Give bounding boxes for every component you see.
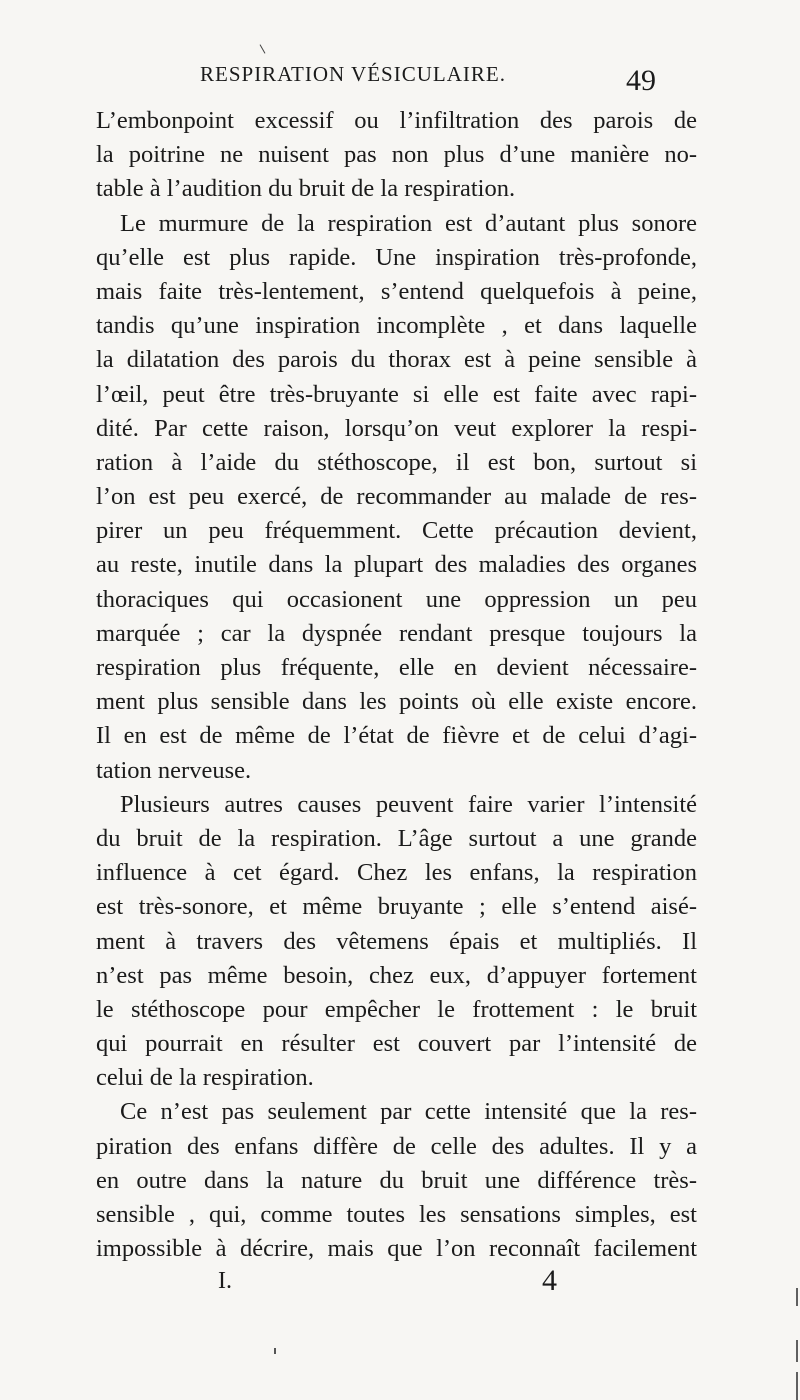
page-edge-mark — [796, 1372, 798, 1400]
text-line: au reste, inutile dans la plupart des maladies des organes — [96, 551, 697, 579]
page-edge-mark — [796, 1340, 798, 1362]
text-line: dité. Par cette raison, lorsqu’on veut explorer la respi- — [96, 414, 697, 442]
body-text — [96, 104, 697, 1266]
text-line: ment plus sensible dans les points où elle existe encore. — [96, 688, 697, 716]
text-line: l’œil, peut être très-bruyante si elle est faite avec rapi- — [96, 380, 697, 408]
text-line: L’embonpoint excessif ou l’infiltration des parois de — [96, 107, 697, 134]
text-line: ration à l’aide du stéthoscope, il est bon, surtout si — [96, 448, 697, 476]
text-line: mais faite très-lentement, s’entend quelquefois à peine, — [96, 277, 697, 305]
text-line: qu’elle est plus rapide. Une inspiration très-profonde, — [96, 243, 697, 271]
text-line: l’on est peu exercé, de recommander au malade de res- — [96, 483, 697, 511]
text-line: impossible à décrire, mais que l’on reconnaît facilement — [96, 1235, 697, 1263]
text-line: le stéthoscope pour empêcher le frottement : le bruit — [96, 995, 697, 1023]
text-line: piration des enfans diffère de celle des adultes. Il y a — [96, 1132, 697, 1160]
text-line: marquée ; car la dyspnée rendant presque toujours la — [96, 619, 697, 647]
page-number: 49 — [626, 64, 656, 97]
text-line: table à l’audition du bruit de la respiration. — [96, 175, 516, 203]
page-edge-mark — [796, 1288, 798, 1306]
text-line: en outre dans la nature du bruit une différence très- — [96, 1166, 697, 1194]
text-line: Ce n’est pas seulement par cette intensité que la res- — [120, 1098, 697, 1126]
text-line: influence à cet égard. Chez les enfans, la respiration — [96, 859, 697, 887]
text-line: la poitrine ne nuisent pas non plus d’une manière no- — [96, 141, 697, 169]
text-line: Le murmure de la respiration est d’autant plus sonore — [120, 209, 697, 237]
running-title: RESPIRATION VÉSICULAIRE. — [200, 62, 506, 86]
text-line: ment à travers des vêtemens épais et multipliés. Il — [96, 927, 697, 955]
text-line: respiration plus fréquente, elle en devient nécessaire- — [96, 654, 697, 681]
text-line: qui pourrait en résulter est couvert par l’intensité de — [96, 1030, 697, 1058]
signature-mark: I. — [218, 1268, 232, 1294]
text-line: tandis qu’une inspiration incomplète , et dans laquelle — [96, 312, 697, 340]
text-line: est très-sonore, et même bruyante ; elle s’entend aisé- — [96, 893, 697, 921]
text-line: sensible , qui, comme toutes les sensations simples, est — [96, 1201, 697, 1228]
text-line: tation nerveuse. — [96, 756, 252, 784]
text-line: Il en est de même de l’état de fièvre et de celui d’agi- — [96, 722, 697, 750]
text-line: pirer un peu fréquemment. Cette précaution devient, — [96, 517, 697, 545]
text-line: du bruit de la respiration. L’âge surtout a une grande — [96, 824, 697, 852]
text-line: Plusieurs autres causes peuvent faire varier l’intensité — [120, 790, 697, 818]
text-line: la dilatation des parois du thorax est à peine sensible à — [96, 346, 697, 374]
text-line: thoraciques qui occasionent une oppression un peu — [96, 585, 697, 613]
text-line: celui de la respiration. — [96, 1064, 314, 1092]
bottom-ink-mark — [274, 1348, 276, 1354]
signature-number: 4 — [542, 1264, 557, 1297]
top-ink-mark — [260, 44, 266, 53]
text-line: n’est pas même besoin, chez eux, d’appuyer fortement — [96, 961, 697, 989]
